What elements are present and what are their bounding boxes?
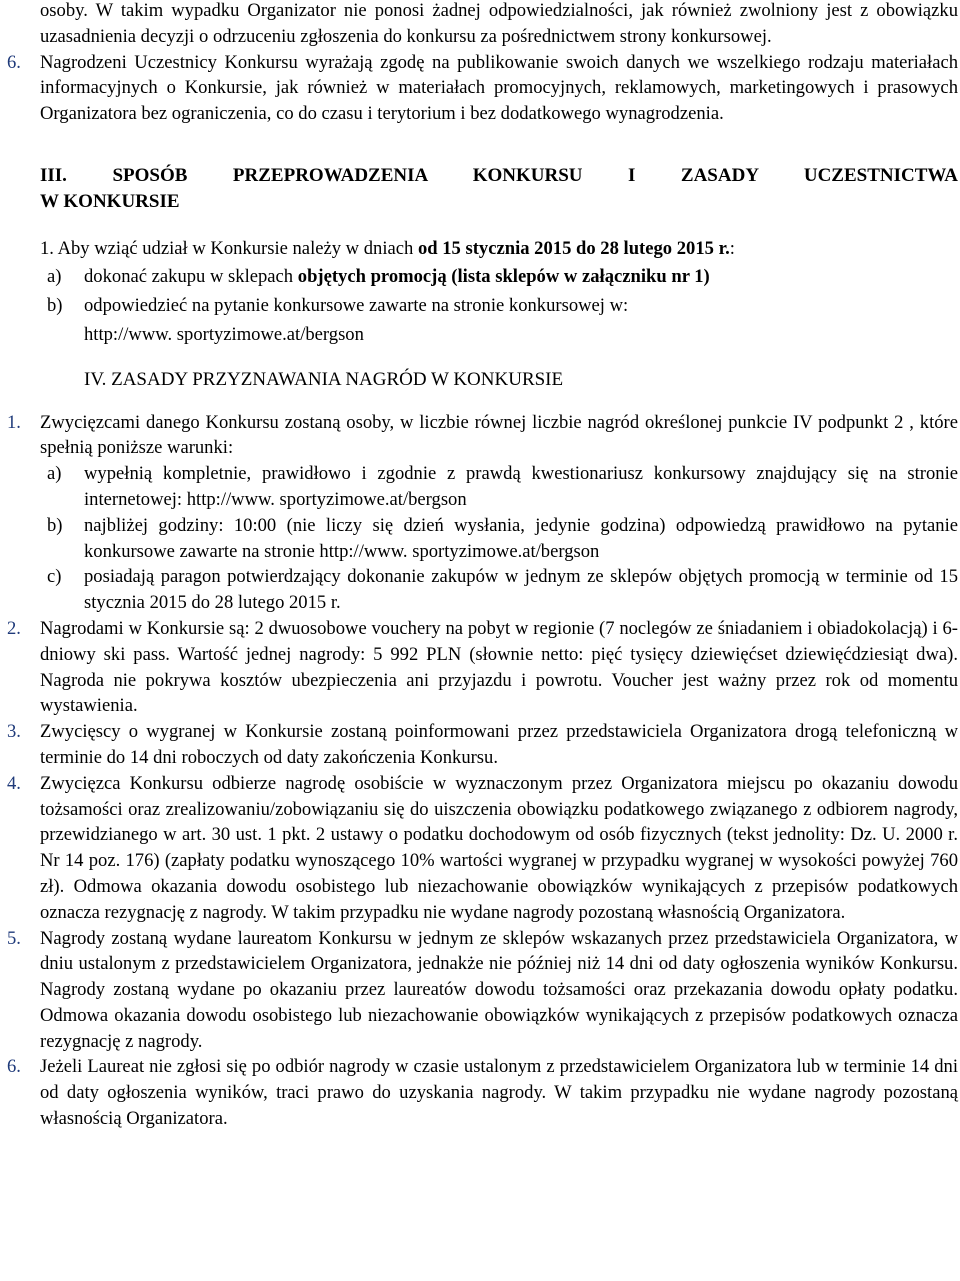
section-iv-item-2 [7, 616, 958, 719]
item-number: 1. [7, 411, 21, 433]
item-text: posiadają paragon potwierdzający dokonanie zakupów w jednym ze sklepów objętych promocją w terminie od 15 stycznia 2015 do 28 lutego 2015 r. [84, 566, 958, 614]
section-iv-item-3 [7, 719, 958, 771]
section-iv-item-4 [7, 771, 958, 926]
item-text: wypełnią kompletnie, prawidłowo i zgodnie z prawdą kwestionariusz konkursowy znajdujący się na stronie internetowej: http://www. sportyzimowe.at/bergson [84, 463, 958, 510]
intro-paragraph: osoby. W takim wypadku Organizator nie ponosi żadnej odpowiedzialności, jak również zwolniony jest z obowiązku uzasadnienia decyzji o odrzuceniu zgłoszenia do konkursu za pośrednictwem strony konkursowej. [40, 0, 958, 47]
item-text: najbliżej godziny: 10:00 (nie liczy się dzień wysłania, jedynie godzina) odpowiedzą prawidłowo na pytanie konkursowe zawarte na stronie http://www. sportyzimowe.at/bergson [84, 514, 958, 562]
item-letter: b) [47, 514, 63, 536]
heading-line-1: III. SPOSÓB PRZEPROWADZENIA KONKURSU I ZASADY UCZESTNICTWA [40, 164, 958, 186]
section-iv-heading [84, 367, 960, 393]
section-iii-item-1 [40, 236, 958, 262]
section-iv-item-6 [7, 1054, 958, 1131]
item-letter: b) [47, 295, 63, 317]
section-iv-item-1b [47, 513, 958, 565]
item-text: odpowiedzieć na pytanie konkursowe zawarte na stronie konkursowej w: [84, 295, 629, 317]
item-text-after: : [729, 237, 735, 259]
item-number: 6. [7, 51, 21, 73]
item-number: 2. [7, 617, 21, 639]
item-number: 4. [7, 772, 21, 794]
item-text: Nagrodami w Konkursie są: 2 dwuosobowe vouchery na pobyt w regionie (7 noclegów ze śniadaniem i obiadokolacją) i 6-dniowy ski pass. Wartość jednej nagrody: 5 992 PLN (słownie netto: pięć tysięcy dziewięćset dziewięćdziesiąt dwa). Nagroda nie pokrywa kosztów ubezpieczenia ani przyjazdu i powrotu. Voucher jest ważny przez rok od momentu wystawienia. [40, 617, 958, 717]
item-letter: c) [47, 566, 62, 588]
section-iv-item-1 [7, 410, 958, 462]
section-iv-item-1a [47, 461, 958, 513]
heading-text: IV. ZASADY PRZYZNAWANIA NAGRÓD W KONKURSIE [84, 368, 564, 390]
section-iii-heading [40, 163, 958, 215]
promo-note: objętych promocją (lista sklepów w załączniku nr 1) [297, 266, 710, 288]
item-number: 5. [7, 927, 21, 949]
item-number: 1. [40, 237, 54, 259]
section-iii-item-b [47, 293, 958, 319]
item-text: Zwycięscy o wygranej w Konkursie zostaną poinformowani przez przedstawiciela Organizatora drogą telefoniczną w terminie do 14 dni roboczych od daty zakończenia Konkursu. [40, 721, 958, 768]
section-iii-item-a [47, 264, 958, 290]
item-text: Nagrodzeni Uczestnicy Konkursu wyrażają zgodę na publikowanie swoich danych we wszelkiego rodzaju materiałach informacyjnych o Konkursie, jak również w materiałach promocyjnych, reklamowych, marketingowych i prasowych Organizatora bez ograniczenia, co do czasu i terytorium i bez dodatkowego wynagrodzenia. [40, 51, 958, 125]
contest-url[interactable]: http://www. sportyzimowe.at/bergson [84, 323, 364, 345]
item-text: Zwycięzcami danego Konkursu zostaną osoby, w liczbie równej liczbie nagród określonej punkcie IV podpunkt 2 , które spełnią poniższe warunki: [40, 411, 958, 459]
item-text: Zwycięzca Konkursu odbierze nagrodę osobiście w wyznaczonym przez Organizatora miejscu po okazaniu dowodu tożsamości oraz zrealizowaniu/zobowiązaniu się do uiszczenia obowiązku podatkowego związanego z odbiorem nagrody, przewidzianego w art. 30 ust. 1 pkt. 2 ustawy o podatku dochodowym od osób fizycznych (tekst jednolity: Dz. U. 2000 r. Nr 14 poz. 176) (zapłaty podatku wynoszącego 10% wartości wygranej w przypadku wygranej w wysokości powyżej 760 zł). Odmowa okazania dowodu osobistego lub niezachowanie obowiązków wynikających z przepisów podatkowych oznacza rezygnację z nagrody. W takim przypadku nie wydane nagrody pozostaną własnością Organizatora. [40, 772, 958, 923]
item-letter: a) [47, 266, 62, 288]
item-text: Nagrody zostaną wydane laureatom Konkursu w jednym ze sklepów wskazanych przez przedstawiciela Organizatora, w dniu ustalonym z przedstawicielem Organizatora, jednakże nie później niż 14 dni od daty ogłoszenia wyników Konkursu. Nagrody zostaną wydane po okazaniu przez laureatów dowodu tożsamości oraz przekazania dowodu opłaty podatku. Odmowa okazania dowodu osobistego lub niezachowanie obowiązków wynikających z przepisów podatkowych oznacza rezygnację z nagrody. [40, 927, 958, 1052]
item-text-before: Aby wziąć udział w Konkursie należy w dniach [57, 237, 418, 259]
item-number: 3. [7, 721, 21, 743]
item-text: Jeżeli Laureat nie zgłosi się po odbiór nagrody w czasie ustalonym z przedstawicielem Organizatora lub w terminie 14 dni od daty ogłoszenia wyników, traci prawo do uzyskania nagrody. W takim przypadku nie wydane nagrody pozostaną własnością Organizatora. [40, 1056, 958, 1130]
heading-line-2: W KONKURSIE [40, 190, 180, 212]
section-iv-item-1c [47, 564, 958, 616]
item-letter: a) [47, 463, 62, 485]
item-number: 6. [7, 1056, 21, 1078]
date-range: od 15 stycznia 2015 do 28 lutego 2015 r. [417, 237, 730, 259]
section-ii-item-6 [7, 50, 958, 127]
section-iv-item-5 [7, 926, 958, 1055]
item-text-before: dokonać zakupu w sklepach [84, 266, 298, 288]
